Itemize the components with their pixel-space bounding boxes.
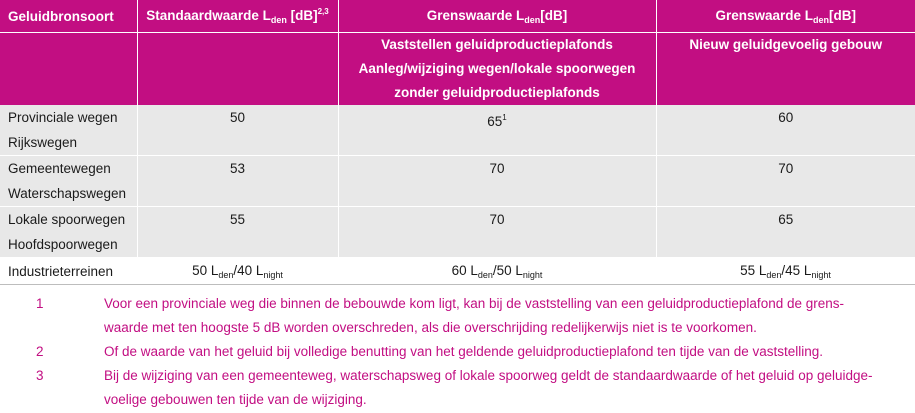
row-source-name: Provinciale wegen Rijkswegen: [0, 105, 137, 156]
footnote-3: [0, 364, 915, 412]
subheader-empty-1: [0, 33, 137, 106]
footnote-text: Of de waarde van het geluid bij volledige benutting van het geldende geluidproductieplafond ten tijde van de vaststelling.: [104, 344, 824, 359]
table-row: [0, 207, 915, 258]
row-grenswaarde-nieuw: 55 $L_{den}/45$ $L_{night}$: [656, 258, 915, 285]
footnotes: [0, 292, 915, 412]
row-source-name: Lokale spoorwegen Hoofdspoorwegen: [0, 207, 137, 258]
row-source-name: Industrieterreinen: [0, 258, 137, 285]
footnote-text: Voor een provinciale weg die binnen de bebouwde kom ligt, kan bij de vaststelling van een geluidproductieplafond de grens- waarde met ten hoogste 5 dB worden overschreden, als die overschrijding redelijkerwijs niet is te voorkomen.: [104, 296, 844, 335]
table-row: [0, 105, 915, 156]
header-geluidbronsoort: Geluidbronsoort: [0, 0, 137, 33]
table-subheader-row: [0, 33, 915, 106]
row-grenswaarde-nieuw: 70: [656, 156, 915, 207]
row-grenswaarde-gpp: 70: [338, 156, 656, 207]
footnote-1: [0, 292, 915, 340]
header-grenswaarde-gpp: Grenswaarde $L_{den}[dB]$: [338, 0, 656, 33]
table-header-row: [0, 0, 915, 33]
table-row-industrieterreinen: [0, 258, 915, 285]
header-grenswaarde-nieuw: Grenswaarde $L_{den}[dB]$: [656, 0, 915, 33]
footnote-number: 3: [36, 368, 44, 383]
row-grenswaarde-gpp: 60 $L_{den}/50$ $L_{night}$: [338, 258, 656, 285]
row-grenswaarde-gpp: $65^1$: [338, 105, 656, 156]
subheader-empty-2: [137, 33, 338, 106]
row-standaardwaarde: 50 $L_{den}/40$ $L_{night}$: [137, 258, 338, 285]
subheader-nieuw: Nieuw geluidgevoelig gebouw: [656, 33, 915, 106]
row-standaardwaarde: 50: [137, 105, 338, 156]
header-standaardwaarde: Standaardwaarde $L_{den}$ [dB]$^{2,3}$: [137, 0, 338, 33]
table-row: [0, 156, 915, 207]
row-grenswaarde-nieuw: 65: [656, 207, 915, 258]
row-standaardwaarde: 55: [137, 207, 338, 258]
footnote-2: [0, 340, 915, 364]
footnote-number: 1: [36, 296, 44, 311]
footnote-number: 2: [36, 344, 44, 359]
row-source-name: Gemeentewegen Waterschapswegen: [0, 156, 137, 207]
footnote-text: Bij de wijziging van een gemeenteweg, waterschapsweg of lokale spoorweg geldt de standaardwaarde of het geluid op geluidge- voelige gebouwen ten tijde van de wijziging.: [104, 368, 873, 407]
subheader-gpp: Vaststellen geluidproductieplafonds Aanleg/wijziging wegen/lokale spoorwegen zonder geluidproductieplafonds: [338, 33, 656, 106]
row-grenswaarde-nieuw: 60: [656, 105, 915, 156]
row-standaardwaarde: 53: [137, 156, 338, 207]
row-grenswaarde-gpp: 70: [338, 207, 656, 258]
